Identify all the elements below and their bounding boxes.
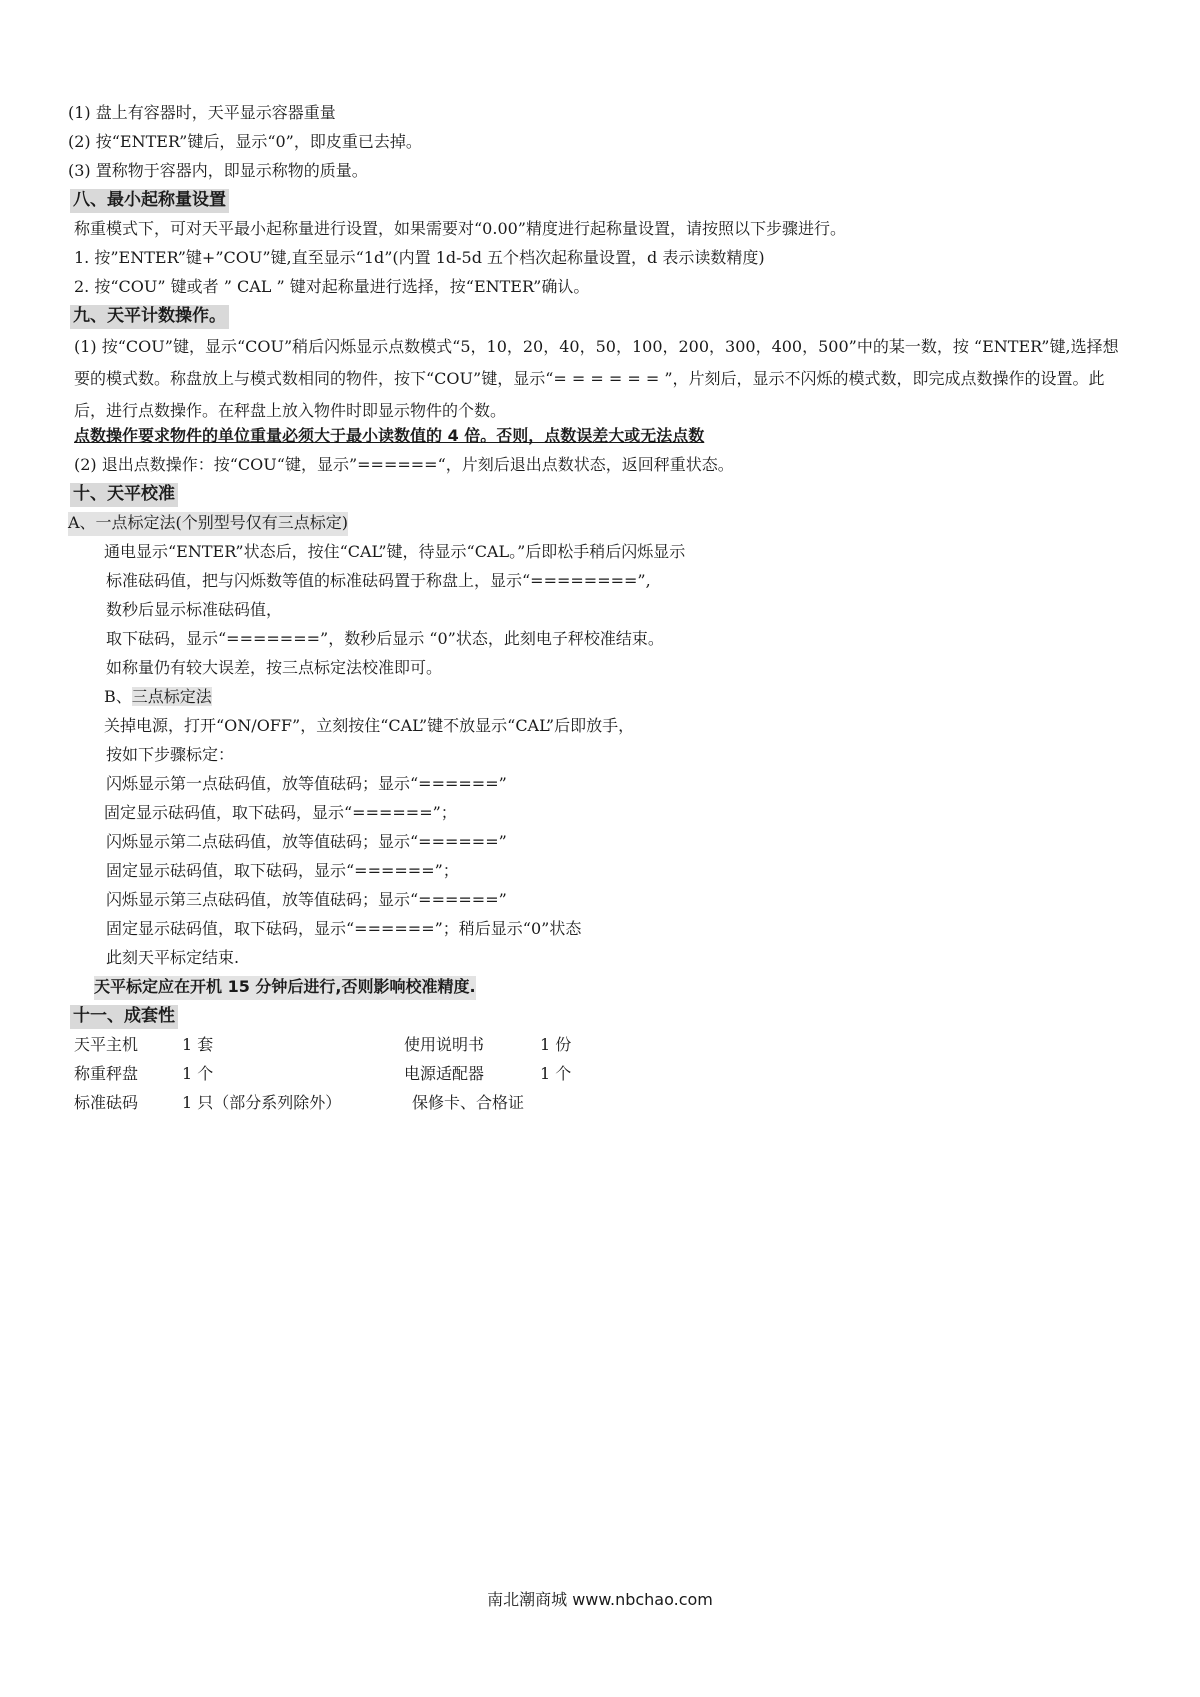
calibration-method-a: A、一点标定法(个别型号仅有三点标定) — [68, 512, 348, 536]
section-heading-9: 九、天平计数操作。 — [70, 305, 229, 329]
count-warning: 点数操作要求物件的单位重量必须大于最小读数值的 4 倍。否则，点数误差大或无法点数 — [74, 426, 705, 445]
cal-b-line-4: 固定显示砝码值，取下砝码，显示“======”； — [104, 803, 457, 822]
section-heading-8: 八、最小起称量设置 — [70, 189, 229, 213]
min-weight-step-1: 1. 按”ENTER”键+”COU”键,直至显示“1d”(内置 1d-5d 五个档次起称量设置，d 表示读数精度) — [74, 248, 765, 267]
calibration-method-b — [104, 686, 212, 710]
count-step-1: (1) 按“COU”键，显示“COU”稍后闪烁显示点数模式“5，10，20，40，50，100，200，300，400，500”中的某一数，按 “ENTER”键,选择想要的模式数。称盘放上与模式数相同的物件，按下“COU”键，显示“= = = = = = ”，片刻后，显示不闪烁的模式数，即完成点数操作的设置。此后，进行点数操作。在秤盘上放入物件时即显示物件的个数。 — [74, 337, 1119, 420]
cal-b-line-3: 闪烁显示第一点砝码值，放等值砝码；显示“======” — [106, 774, 507, 793]
kit-item-qty: 1 个 — [182, 1064, 214, 1083]
tare-step-2: (2) 按“ENTER”键后，显示“0”，即皮重已去掉。 — [68, 132, 422, 151]
cal-b-line-9: 此刻天平标定结束. — [106, 948, 240, 967]
cal-a-line-4: 取下砝码，显示“=======”，数秒后显示 “0”状态，此刻电子秤校准结束。 — [106, 629, 664, 648]
cal-b-title: 三点标定法 — [131, 687, 212, 706]
kit-item-name: 称重秤盘 — [74, 1064, 139, 1083]
kit-item-qty: 1 只（部分系列除外） — [182, 1093, 342, 1112]
cal-a-line-2: 标准砝码值，把与闪烁数等值的标准砝码置于称盘上，显示“========”, — [106, 571, 651, 590]
cal-b-line-8: 固定显示砝码值，取下砝码，显示“======”；稍后显示“0”状态 — [106, 919, 582, 938]
kit-item-name: 保修卡、合格证 — [412, 1093, 525, 1112]
cal-b-line-7: 闪烁显示第三点砝码值，放等值砝码；显示“======” — [106, 890, 507, 909]
cal-b-line-5: 闪烁显示第二点砝码值，放等值砝码；显示“======” — [106, 832, 507, 851]
kit-item-name: 使用说明书 — [404, 1035, 485, 1054]
section-heading-11: 十一、成套性 — [70, 1005, 178, 1029]
cal-b-prefix: B、 — [104, 687, 132, 706]
section-heading-10: 十、天平校准 — [70, 483, 178, 507]
tare-step-1: (1) 盘上有容器时，天平显示容器重量 — [68, 103, 336, 122]
cal-b-line-2: 按如下步骤标定： — [106, 745, 235, 764]
cal-b-line-1: 关掉电源，打开“ON/OFF”，立刻按住“CAL”键不放显示“CAL”后即放手， — [104, 716, 635, 735]
kit-item-qty: 1 份 — [540, 1035, 572, 1054]
kit-item-qty: 1 套 — [182, 1035, 214, 1054]
tare-step-3: (3) 置称物于容器内，即显示称物的质量。 — [68, 161, 368, 180]
page-footer: 南北潮商城 www.nbchao.com — [487, 1590, 713, 1609]
cal-a-line-3: 数秒后显示标准砝码值， — [106, 600, 283, 619]
count-step-2: (2) 退出点数操作：按“COU“键，显示”======“，片刻后退出点数状态，返回秤重状态。 — [74, 455, 734, 474]
min-weight-intro: 称重模式下，可对天平最小起称量进行设置，如果需要对“0.00”精度进行起称量设置，请按照以下步骤进行。 — [74, 219, 846, 238]
cal-b-line-6: 固定显示砝码值，取下砝码，显示“======”； — [106, 861, 459, 880]
min-weight-step-2: 2. 按“COU” 键或者 ” CAL ” 键对起称量进行选择，按“ENTER”确认。 — [74, 277, 590, 296]
calibration-note: 天平标定应在开机 15 分钟后进行,否则影响校准精度. — [94, 976, 476, 1000]
cal-a-line-5: 如称量仍有较大误差，按三点标定法校准即可。 — [106, 658, 443, 677]
kit-item-name: 天平主机 — [74, 1035, 139, 1054]
cal-a-line-1: 通电显示“ENTER”状态后，按住“CAL”键，待显示“CAL。”后即松手稍后闪烁显示 — [104, 542, 686, 561]
kit-item-name: 电源适配器 — [404, 1064, 485, 1083]
kit-item-name: 标准砝码 — [74, 1093, 139, 1112]
kit-item-qty: 1 个 — [540, 1064, 572, 1083]
